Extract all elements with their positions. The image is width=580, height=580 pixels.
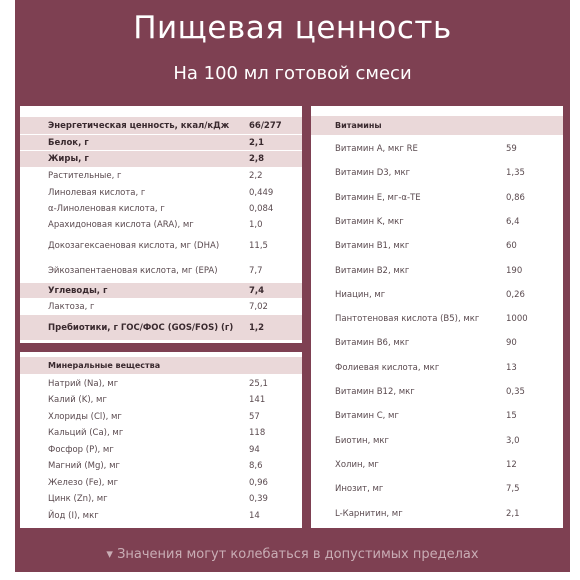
nutrient-value: 0,35 xyxy=(506,387,525,397)
table-row xyxy=(311,164,563,182)
nutrient-value: 57 xyxy=(249,411,260,422)
nutrient-value: 7,02 xyxy=(249,301,268,312)
table-row xyxy=(311,237,563,255)
nutrient-name: Жиры, г xyxy=(48,154,89,164)
table-row xyxy=(20,508,302,523)
nutrient-value: 25,1 xyxy=(249,378,268,389)
nutrient-value: 7,5 xyxy=(506,484,520,495)
nutrient-value: 11,5 xyxy=(249,241,268,251)
nutrient-value: 2,1 xyxy=(249,137,265,148)
table-row xyxy=(311,480,563,498)
nutrient-value: 7,7 xyxy=(249,265,263,276)
table-row xyxy=(20,376,302,391)
table-row xyxy=(311,456,563,474)
nutrition-table xyxy=(20,106,302,343)
nutrient-name: Железо (Fe), мг xyxy=(48,477,119,488)
nutrient-value: 0,449 xyxy=(249,187,274,198)
nutrient-name: Фолиевая кислота, мкг xyxy=(335,362,440,373)
table-row xyxy=(311,189,563,207)
table-row xyxy=(311,407,563,425)
nutrient-name: Инозит, мг xyxy=(335,484,384,495)
nutrient-name: Витамин С, мг xyxy=(335,411,399,422)
nutrient-name: Цинк (Zn), мг xyxy=(48,494,108,504)
nutrient-value: 0,39 xyxy=(249,494,268,504)
nutrient-name: L-Карнитин, мг xyxy=(335,508,403,519)
nutrient-value: 0,084 xyxy=(249,203,274,214)
table-row xyxy=(20,151,302,167)
nutrient-name: Витамин B12, мкг xyxy=(335,387,415,397)
nutrient-name: Линолевая кислота, г xyxy=(48,187,146,198)
nutrient-name: Пребиотики, г ГОС/ФОС (GOS/FOS) (г) xyxy=(48,322,234,333)
nutrient-value: 0,86 xyxy=(506,192,525,203)
nutrient-value: 1,0 xyxy=(249,220,263,230)
nutrient-value: 190 xyxy=(506,265,523,276)
table-row xyxy=(311,359,563,377)
nutrient-name: Магний (Mg), мг xyxy=(48,461,120,471)
nutrient-value: 118 xyxy=(249,428,266,438)
nutrient-name: Энергетическая ценность, ккал/кДж xyxy=(48,120,230,131)
nutrient-name: Лактоза, г xyxy=(48,301,95,312)
table-row xyxy=(20,299,302,314)
nutrient-value: 3,0 xyxy=(506,435,520,446)
table-row xyxy=(311,310,563,328)
table-row xyxy=(311,286,563,304)
table-row xyxy=(20,185,302,200)
table-row xyxy=(20,426,302,441)
table-row xyxy=(20,459,302,474)
nutrient-name: Докозагексаеновая кислота, мг (DHA) xyxy=(48,241,220,251)
nutrient-value: 60 xyxy=(506,241,517,252)
table-row xyxy=(311,432,563,450)
table-row xyxy=(20,117,302,134)
nutrient-name: Холин, мг xyxy=(335,459,379,470)
nutrient-name: Витамин B6, мкг xyxy=(335,338,410,349)
nutrient-value: 12 xyxy=(506,459,517,470)
nutrient-value: 6,4 xyxy=(506,216,520,227)
nutrient-name: Кальций (Ca), мг xyxy=(48,428,124,438)
table-row xyxy=(20,259,302,282)
nutrient-name: Эйкозапентаеновая кислота, мг (EPA) xyxy=(48,265,218,276)
nutrient-name: Йод (I), мкг xyxy=(48,510,99,521)
nutrient-name: Витамин K, мкг xyxy=(335,216,404,227)
nutrient-name: Арахидоновая кислота (ARA), мг xyxy=(48,220,194,230)
table-row xyxy=(20,475,302,490)
nutrient-name: Пантотеновая кислота (B5), мкг xyxy=(335,314,480,325)
nutrient-value: 94 xyxy=(249,444,260,455)
table-row xyxy=(311,383,563,401)
table-row xyxy=(20,283,302,298)
nutrient-value: 141 xyxy=(249,395,266,405)
table-row xyxy=(311,140,563,158)
nutrient-value: 66/277 xyxy=(249,120,282,131)
table-row xyxy=(20,135,302,150)
table-row xyxy=(20,168,302,184)
table-row xyxy=(20,201,302,216)
table-row xyxy=(20,492,302,507)
nutrient-name: Ниацин, мг xyxy=(335,289,386,300)
nutrient-value: 15 xyxy=(506,411,517,422)
table-row xyxy=(20,442,302,457)
nutrient-name: Фосфор (P), мг xyxy=(48,444,114,455)
nutrient-value: 14 xyxy=(249,510,260,521)
table-row xyxy=(311,213,563,231)
nutrient-name: Калий (K), мг xyxy=(48,395,107,405)
vitamins-table xyxy=(311,106,563,528)
nutrient-value: 1000 xyxy=(506,314,528,325)
nutrient-value: 90 xyxy=(506,338,517,349)
nutrient-value: 0,26 xyxy=(506,289,525,300)
nutrient-name: α-Линоленовая кислота, г xyxy=(48,203,165,214)
nutrient-value: 13 xyxy=(506,362,517,373)
nutrient-value: 2,1 xyxy=(506,508,520,519)
table-row xyxy=(20,393,302,408)
nutrient-name: Натрий (Na), мг xyxy=(48,378,119,389)
table-row xyxy=(20,217,302,233)
table-row xyxy=(311,262,563,280)
page-title: Пищевая ценность xyxy=(133,10,452,46)
nutrient-name: Белок, г xyxy=(48,137,89,148)
nutrient-value: 2,8 xyxy=(249,154,265,164)
nutrient-name: Витамин D3, мкг xyxy=(335,168,411,179)
minerals-table xyxy=(20,352,302,528)
minerals-heading: Минеральные вещества xyxy=(20,357,302,374)
nutrient-name: Витамин А, мкг RE xyxy=(335,144,418,154)
nutrient-name: Витамин B1, мкг xyxy=(335,241,410,252)
nutrient-value: 59 xyxy=(506,144,517,154)
nutrient-value: 0,96 xyxy=(249,477,268,488)
nutrient-value: 1,35 xyxy=(506,168,525,179)
nutrient-name: Витамин B2, мкг xyxy=(335,265,410,276)
nutrient-name: Хлориды (Cl), мг xyxy=(48,411,122,422)
page-subtitle: На 100 мл готовой смеси xyxy=(173,63,412,84)
nutrient-name: Витамин Е, мг-α-TE xyxy=(335,192,421,203)
nutrient-value: 1,2 xyxy=(249,322,265,333)
nutrient-value: 8,6 xyxy=(249,461,263,471)
vitamins-heading: Витамины xyxy=(311,116,563,135)
nutrient-name: Углеводы, г xyxy=(48,285,108,296)
table-row xyxy=(20,234,302,258)
table-row xyxy=(311,505,563,523)
table-row xyxy=(20,409,302,424)
nutrient-value: 2,2 xyxy=(249,171,263,181)
nutrient-name: Растительные, г xyxy=(48,171,122,181)
table-row xyxy=(20,315,302,340)
nutrient-value: 7,4 xyxy=(249,285,265,296)
nutrient-name: Биотин, мкг xyxy=(335,435,390,446)
table-row xyxy=(311,334,563,352)
footnote: ▾ Значения могут колебаться в допустимых пределах xyxy=(106,547,479,562)
